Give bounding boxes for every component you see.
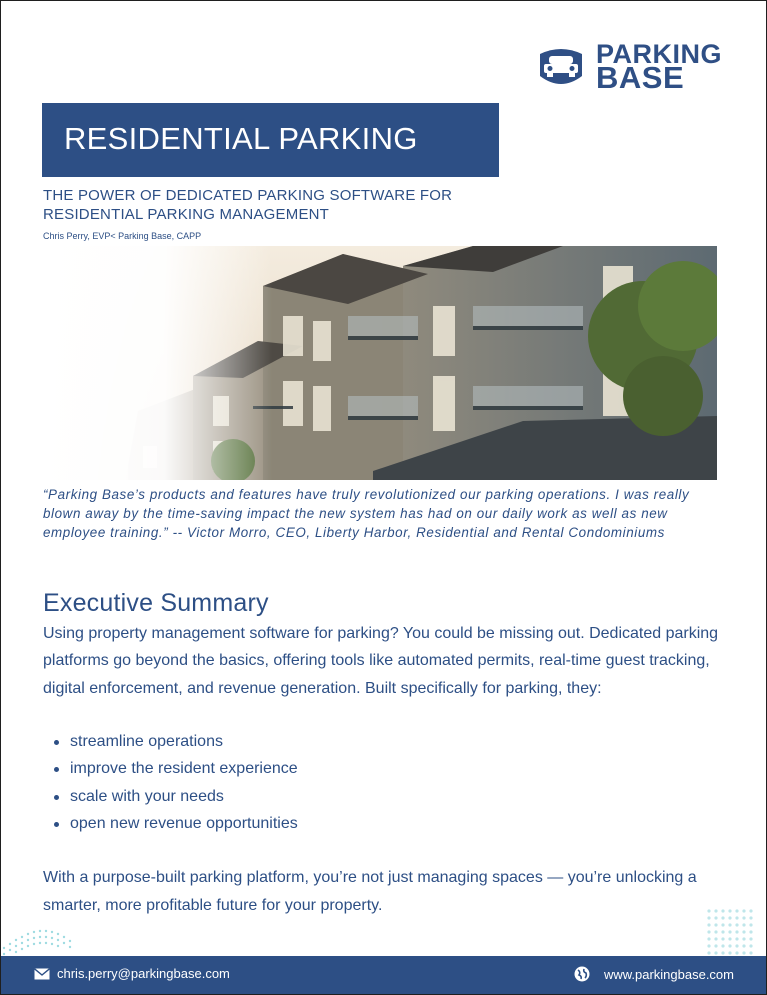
envelope-icon <box>34 968 50 980</box>
section-heading: Executive Summary <box>43 589 269 617</box>
logo-line1: PARKING <box>596 39 723 69</box>
parking-base-logo <box>536 39 723 95</box>
list-item: improve the resident experience <box>43 755 298 782</box>
list-item: open new revenue opportunities <box>43 810 298 837</box>
testimonial-quote: “Parking Base’s products and features have truly revolutionized our parking operations. I was really blown away by the time-saving impact the new system has had on our daily work as well as new employee training.” -- Victor Morro, CEO, Liberty Harbor, Residential and Rental Condominiums <box>43 487 690 540</box>
footer-bar <box>1 956 766 994</box>
list-item: scale with your needs <box>43 783 298 810</box>
summary-closing: With a purpose-built parking platform, you’re not just managing spaces — you’re unlocking a smarter, more profitable future for your property. <box>43 869 697 914</box>
website-url[interactable]: www.parkingbase.com <box>603 966 734 982</box>
car-icon <box>536 46 586 90</box>
page-title: RESIDENTIAL PARKING <box>64 121 418 156</box>
footer-website[interactable] <box>574 966 734 982</box>
page-subtitle: THE POWER OF DEDICATED PARKING SOFTWARE FOR RESIDENTIAL PARKING MANAGEMENT <box>43 187 453 223</box>
benefits-list <box>43 728 298 838</box>
decorative-dots <box>706 908 758 956</box>
list-item: streamline operations <box>43 728 298 755</box>
summary-intro: Using property management software for parking? You could be missing out. Dedicated parking platforms go beyond the basics, offering tools like automated permits, real-time guest tracking, digital enforcement, and revenue generation. Built specifically for parking, they: <box>43 625 719 697</box>
building-photo <box>43 246 717 480</box>
author-byline: Chris Perry, EVP< Parking Base, CAPP <box>43 231 202 241</box>
title-banner <box>42 103 499 177</box>
logo-wordmark <box>596 39 723 95</box>
email-address[interactable]: chris.perry@parkingbase.com <box>57 966 230 981</box>
decorative-wave-dots <box>0 918 100 958</box>
footer-email[interactable] <box>34 966 230 981</box>
logo-line2: BASE <box>596 60 685 95</box>
globe-icon <box>574 966 590 982</box>
